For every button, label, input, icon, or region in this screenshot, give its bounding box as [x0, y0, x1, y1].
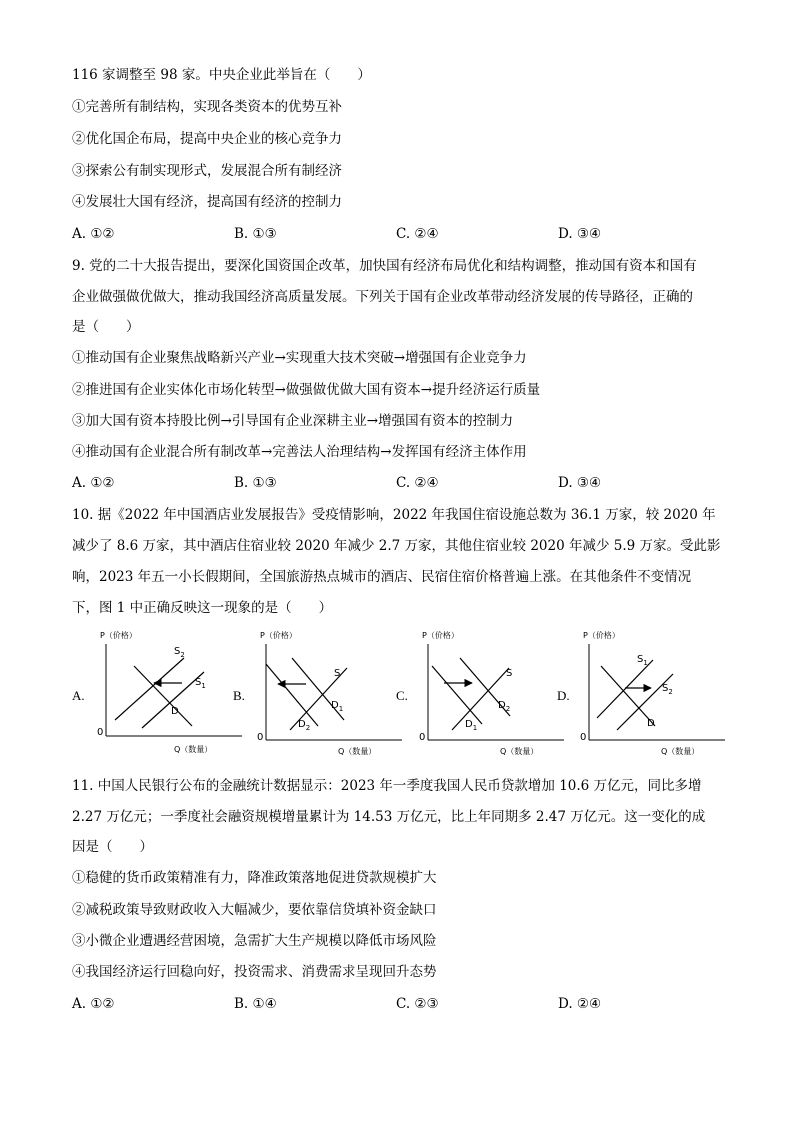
- svg-text:S1: [637, 654, 648, 667]
- q11-option-b[interactable]: B. ①④: [234, 996, 277, 1012]
- q8-stem-end: 116 家调整至 98 家。中央企业此举旨在（ ）: [72, 67, 371, 83]
- q10-stem-line-1: 10. 据《2022 年中国酒店业发展报告》受疫情影响，2022 年我国住宿设施总数为 36.1 万家，较 2020 年: [72, 507, 716, 523]
- p-axis-label: P（价格）: [422, 631, 459, 640]
- p-axis-label: P（价格）: [583, 631, 620, 640]
- d2-subscript: 2: [505, 705, 511, 713]
- q10-stem-line-4: 下，图 1 中正确反映这一现象的是（ ）: [72, 600, 333, 616]
- d1-label: D: [331, 700, 339, 711]
- origin-label: 0: [580, 732, 587, 743]
- q11-item-1: ①稳健的货币政策精准有力，降准政策落地促进贷款规模扩大: [72, 870, 437, 886]
- s2-subscript: 2: [180, 651, 185, 659]
- d2-label: D: [498, 700, 506, 711]
- q-axis-label: Q（数量）: [174, 745, 213, 754]
- q9-stem-line-3: 是（ ）: [72, 319, 140, 335]
- graph-b-label[interactable]: B.: [233, 688, 245, 703]
- origin-label: 0: [97, 727, 104, 738]
- q8-item-1: ①完善所有制结构，实现各类资本的优势互补: [72, 99, 342, 115]
- d-label: D: [171, 706, 179, 717]
- svg-text:S2: [174, 646, 185, 659]
- graph-d: [575, 628, 740, 758]
- q11-option-c[interactable]: C. ②③: [396, 996, 439, 1012]
- svg-text:D2: [298, 719, 310, 732]
- q11-options: [72, 995, 732, 1013]
- q8-item-3: ③探索公有制实现形式，发展混合所有制经济: [72, 163, 342, 179]
- s1-label: S: [195, 677, 202, 688]
- q8-options: [72, 225, 732, 243]
- graph-d-label[interactable]: D.: [557, 688, 570, 703]
- graph-a-label[interactable]: A.: [72, 688, 85, 703]
- q11-option-a[interactable]: A. ①②: [72, 996, 115, 1012]
- d1-label: D: [465, 719, 473, 730]
- s2-subscript: 2: [668, 688, 673, 696]
- q11-option-d[interactable]: D. ②④: [558, 996, 602, 1012]
- q10-stem-line-3: 响，2023 年五一小长假期间，全国旅游热点城市的酒店、民宿住宿价格普遍上涨。在其他条件不变情况: [72, 569, 692, 585]
- s2-label: S: [662, 683, 669, 694]
- svg-text:S1: [195, 677, 206, 690]
- q9-option-d[interactable]: D. ③④: [558, 475, 602, 491]
- q9-option-c[interactable]: C. ②④: [396, 475, 439, 491]
- graph-c: [414, 628, 579, 758]
- q10-stem-line-2: 减少了 8.6 万家，其中酒店住宿业较 2020 年减少 2.7 万家，其他住宿业较 2020 年减少 5.9 万家。受此影: [72, 538, 721, 554]
- q8-item-4: ④发展壮大国有经济，提高国有经济的控制力: [72, 194, 342, 210]
- q-axis-label: Q（数量）: [661, 747, 700, 756]
- svg-text:D1: [465, 719, 477, 732]
- q9-item-3: ③加大国有资本持股比例→引导国有企业深耕主业→增强国有资本的控制力: [72, 413, 514, 429]
- d1-subscript: 1: [338, 705, 344, 713]
- d2-label: D: [298, 719, 306, 730]
- d-label: D: [647, 718, 655, 729]
- graph-b: [252, 628, 417, 758]
- d1-subscript: 1: [472, 724, 478, 732]
- q9-options: [72, 474, 732, 492]
- s-label: S: [506, 668, 513, 679]
- s-label: S: [334, 668, 341, 679]
- q11-stem-line-3: 因是（ ）: [72, 839, 153, 855]
- q9-item-2: ②推进国有企业实体化市场化转型→做强做优做大国有资本→提升经济运行质量: [72, 382, 541, 398]
- demand-curve-d2: [266, 664, 318, 726]
- q9-item-1: ①推动国有企业聚焦战略新兴产业→实现重大技术突破→增强国有企业竞争力: [72, 350, 527, 366]
- q11-stem-line-2: 2.27 万亿元；一季度社会融资规模增量累计为 14.53 万亿元，比上年同期多 2.47 万亿元。这一变化的成: [72, 809, 706, 825]
- q8-item-2: ②优化国企布局，提高中央企业的核心竞争力: [72, 131, 342, 147]
- q9-option-a[interactable]: A. ①②: [72, 475, 115, 491]
- p-axis-label: P（价格）: [260, 631, 297, 640]
- q8-option-c[interactable]: C. ②④: [396, 226, 439, 242]
- s1-subscript: 1: [643, 659, 648, 667]
- s2-label: S: [174, 646, 181, 657]
- q-axis-label: Q（数量）: [338, 747, 377, 756]
- demand-curve-d: [134, 666, 192, 726]
- p-axis-label: P（价格）: [100, 631, 137, 640]
- q11-item-2: ②减税政策导致财政收入大幅减少，要依靠信贷填补资金缺口: [72, 902, 437, 918]
- svg-text:D2: [498, 700, 510, 713]
- q9-stem-line-1: 9. 党的二十大报告提出，要深化国资国企改革，加快国有经济布局优化和结构调整，推动国有资本和国有: [72, 258, 697, 274]
- q8-option-b[interactable]: B. ①③: [234, 226, 277, 242]
- q8-option-d[interactable]: D. ③④: [558, 226, 602, 242]
- q9-item-4: ④推动国有企业混合所有制改革→完善法人治理结构→发挥国有经济主体作用: [72, 444, 527, 460]
- graph-c-label[interactable]: C.: [396, 688, 408, 703]
- svg-text:S2: [662, 683, 673, 696]
- supply-curve-s1: [597, 660, 653, 718]
- q9-option-b[interactable]: B. ①③: [234, 475, 277, 491]
- q9-stem-line-2: 企业做强做优做大，推动我国经济高质量发展。下列关于国有企业改革带动经济发展的传导路径，正确的: [72, 289, 693, 305]
- graph-a: [92, 628, 257, 758]
- q11-item-4: ④我国经济运行回稳向好，投资需求、消费需求呈现回升态势: [72, 964, 437, 980]
- demand-curve-d: [601, 666, 655, 726]
- q-axis-label: Q（数量）: [500, 747, 539, 756]
- q11-stem-line-1: 11. 中国人民银行公布的金融统计数据显示：2023 年一季度我国人民币贷款增加 10.6 万亿元，同比多增: [72, 778, 702, 794]
- origin-label: 0: [257, 732, 264, 743]
- s1-subscript: 1: [201, 682, 206, 690]
- q8-option-a[interactable]: A. ①②: [72, 226, 115, 242]
- d2-subscript: 2: [305, 724, 311, 732]
- origin-label: 0: [419, 732, 426, 743]
- s1-label: S: [637, 654, 644, 665]
- q11-item-3: ③小微企业遭遇经营困境，急需扩大生产规模以降低市场风险: [72, 933, 437, 949]
